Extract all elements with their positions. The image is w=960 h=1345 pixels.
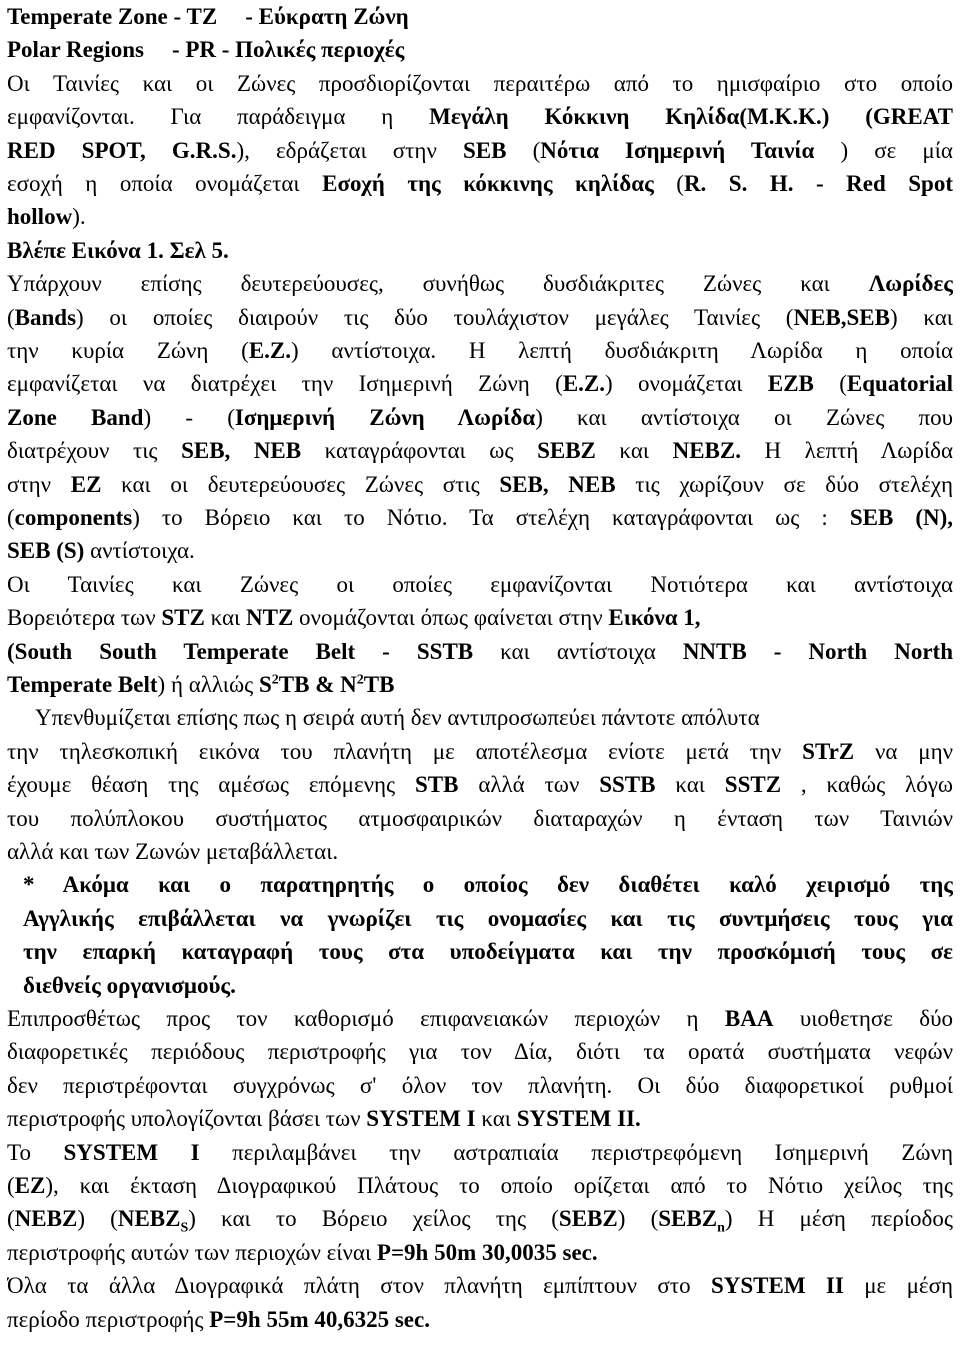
text-line [7,1102,953,1136]
text-run: ) και το Βόρειο χείλος της ( [188,1206,559,1232]
bold-text: SYSTEM II. [516,1106,641,1132]
text-run: περιστροφής αυτών των περιοχών είναι [7,1239,377,1265]
bold-text: Temperate Belt [7,672,158,697]
text-run: αλλά και των Ζωνών μεταβάλλεται. [7,839,339,864]
text-run: διατρέχουν τις [7,438,182,464]
text-run: Υπάρχουν επίσης δευτερεύουσες, συνήθως δυσδιάκριτες Ζώνες και [7,271,869,297]
text-line [7,1303,953,1337]
bold-text: (GREAT [829,104,953,130]
text-run: έχουμε θέαση της αμέσως επόμενης [7,772,415,798]
bold-text: E.Z. [248,338,292,363]
text-run: ) αντίστοιχα. Η λεπτή δυσδιάκριτη Λωρίδα η οποία [291,338,953,363]
text-line [7,735,953,769]
bold-text: * Ακόμα και ο παρατηρητής ο οποίος δεν διαθέτει καλό χειρισμό της [23,872,953,898]
text-run: του πολύπλοκου συστήματος ατμοσφαιρικών διαταραχών η ένταση των Ταινιών [7,805,953,831]
text-run: ( [506,137,541,163]
text-run: ) ( [617,1206,659,1232]
text-run: ( [653,171,684,196]
bold-text: Zone Band [7,404,144,430]
bold-text: NEBZ [14,1206,78,1232]
text-run: ). [72,204,86,230]
text-run: ( [7,1173,15,1198]
text-line [7,635,953,669]
bold-text: SSTZ [724,772,782,798]
text-run: και [204,605,246,631]
bold-text: SEB (S) [7,538,85,564]
bold-text: Βλέπε Εικόνα 1. Σελ 5. [7,237,229,263]
text-line [7,835,953,869]
text-line [7,1035,953,1069]
text-line [7,1202,953,1236]
bold-text: EZ [70,471,102,497]
text-run: ( [7,304,15,330]
text-run: να μην [854,738,953,764]
text-run: ), και έκταση Διογραφικού Πλάτους το οποίο ορίζεται από το Νότιο χείλος της [45,1173,953,1198]
text-line [7,1002,953,1036]
text-run: ( [7,505,15,530]
text-run: Επιπροσθέτως προς τον καθορισμό επιφανειακών περιοχών η [7,1006,725,1031]
bold-text: διεθνείς οργανισμούς. [23,972,236,998]
bold-text: SEBZ [658,1206,718,1232]
text-run: εσοχή η οποία ονομάζεται [7,171,323,196]
text-line [7,668,953,702]
text-run: και [655,772,725,798]
text-line [7,301,953,335]
bold-text: STrZ [802,738,855,764]
text-line [7,534,953,568]
text-run: Βορειότερα των [7,605,162,631]
text-line [7,1269,953,1303]
bold-text: P=9h 50m 30,0035 sec. [376,1239,598,1265]
text-line [7,401,953,435]
text-run: δεν περιστρέφονται συγχρόνως σ' όλον τον πλανήτη. Οι δύο διαφορετικοί ρυθμοί [7,1072,953,1098]
bold-text: Λωρίδες [868,271,953,297]
bold-text: SYSTEM II [710,1273,844,1299]
text-line [7,802,953,836]
bold-text: την επαρκή καταγραφή τους στα υποδείγματα και την προσκόμισή τους σε [23,939,953,965]
bold-text: STZ [161,605,205,631]
text-run: ονομάζονται όπως φαίνεται στην [293,605,609,631]
superscript: 2 [271,672,279,688]
text-run: Υπενθυμίζεται επίσης πως η σειρά αυτή δεν αντιπροσωπεύει πάντοτε απόλυτα [35,705,760,731]
text-line [7,167,953,201]
bold-text: E.Z. [562,371,606,397]
text-run: περιλαμβάνει την αστραπιαία περιστρεφόμενη Ισημερινή Ζώνη [199,1139,953,1165]
text-line [7,1236,953,1270]
text-line [7,1136,953,1170]
bold-text: SSTB [599,772,656,798]
text-line [23,902,953,936]
text-run: ) σε μία [814,137,953,163]
text-run: περίοδο περιστροφής [7,1306,210,1332]
bold-text: Equatorial [846,371,953,397]
bold-text: SYSTEM I [63,1139,200,1165]
text-line [35,701,953,735]
bold-text: components [14,505,133,530]
bold-text: P=9h 55m 40,6325 sec. [209,1306,430,1332]
text-run: ) Η μέση περίοδος [724,1206,953,1232]
text-line [7,33,953,67]
text-run: υιοθετησε δύο [773,1006,953,1031]
bold-text: R. S. H. - Red Spot [683,171,953,196]
bold-text: SEBZ [558,1206,618,1232]
bold-text: NEB,SEB [793,304,890,330]
text-run: με μέση [843,1273,953,1299]
bold-text: NNTB - North North [682,638,953,664]
text-run: ) και [889,304,953,330]
text-line [7,334,953,368]
text-line [7,100,953,134]
bold-text: (South South Temperate Belt - SSTB [7,638,474,664]
bold-text: Μεγάλη Κόκκινη Κηλίδα(Μ.Κ.Κ.) [429,104,830,130]
text-run: ) ονομάζεται [605,371,768,397]
text-run: διαφορετικές περιόδους περιστροφής για τον Δία, διότι τα ορατά συστήματα νεφών [7,1039,953,1065]
text-run: και [475,1106,517,1132]
bold-text: Εσοχή της κόκκινης κηλίδας [322,171,654,196]
text-run: καταγράφονται ως [301,438,538,464]
text-line [7,134,953,168]
text-run: , καθώς λόγω [781,772,953,798]
text-run: τις χωρίζουν σε δύο στελέχη [615,471,953,497]
text-run: αλλά των [458,772,600,798]
bold-text: Bands [14,304,77,330]
text-run: ( [813,371,847,397]
bold-text: BAA [724,1006,774,1031]
text-line [7,234,953,268]
text-run: στην [7,471,71,497]
subscript: n [717,1220,725,1236]
text-line [7,501,953,535]
bold-text: Εικόνα 1, [608,605,701,631]
text-run: εμφανίζεται να διατρέχει την Ισημερινή Ζώνη ( [7,371,563,397]
bold-text: NEBZ. [672,438,741,464]
text-run: και αντίστοιχα [473,638,683,664]
text-run: ) ( [77,1206,118,1232]
text-run: ) οι οποίες διαιρούν τις δύο τουλάχιστον μεγάλες Ταινίες ( [76,304,794,330]
bold-text: - Εύκρατη Ζώνη [245,4,409,29]
text-line [7,768,953,802]
text-line [7,200,953,234]
text-run: ) και αντίστοιχα οι Ζώνες που [535,404,953,430]
text-run: και [595,438,673,464]
bold-text: EZ [14,1173,46,1198]
bold-text: NTZ [246,605,294,631]
text-line [7,1169,953,1203]
text-line [7,601,953,635]
text-run: Το [7,1139,64,1165]
text-line [7,434,953,468]
text-line [7,267,953,301]
bold-text: NEBZ [117,1206,181,1232]
bold-text: TB & N [278,672,357,697]
bold-text: Νότια Ισημερινή Ταινία [540,137,815,163]
bold-text: Ισημερινή Ζώνη Λωρίδα [234,404,536,430]
bold-text: hollow [7,204,73,230]
bold-text: TB [363,672,395,697]
bold-text: Αγγλικής επιβάλλεται να γνωρίζει τις ονομασίες και τις συντμήσεις τους για [23,905,953,931]
text-line [7,367,953,401]
subscript: S [180,1220,189,1236]
text-run: περιστροφής υπολογίζονται βάσει των [7,1106,367,1132]
bold-text: RED SPOT, G.R.S. [7,137,237,163]
text-run: Όλα τα άλλα Διογραφικά πλάτη στον πλανήτη εμπίπτουν στο [7,1273,711,1299]
text-line [23,935,953,969]
bold-text: STB [414,772,459,798]
text-line [23,969,953,1003]
text-run: και οι δευτερεύουσες Ζώνες στις [101,471,500,497]
text-run: Η λεπτή Λωρίδα [740,438,953,464]
text-run: την τηλεσκοπική εικόνα του πλανήτη με αποτέλεσμα ενίοτε μετά την [7,738,803,764]
bold-text: SEB, NEB [499,471,616,497]
text-run: Οι Ταινίες και Ζώνες οι οποίες εμφανίζονται Νοτιότερα και αντίστοιχα [7,571,953,597]
text-run: Οι Ταινίες και οι Ζώνες προσδιορίζονται περαιτέρω από το ημισφαίριο στο οποίο [7,70,953,96]
superscript: 2 [356,672,364,688]
text-run: την κυρία Ζώνη ( [7,338,249,363]
text-run: ) το Βόρειο και το Νότιο. Τα στελέχη καταγράφονται ως : [132,505,850,530]
bold-text: EZB [767,371,814,397]
bold-text: Temperate Zone - TZ [7,4,218,29]
text-run: εμφανίζονται. Για παράδειγμα η [7,104,430,130]
bold-text: SEBZ [537,438,596,464]
text-line [7,468,953,502]
bold-text: SYSTEM I [366,1106,476,1132]
text-line [7,0,953,34]
bold-text: SEB [462,137,507,163]
bold-text: SEB, NEB [181,438,302,464]
text-line [7,1069,953,1103]
text-line [7,67,953,101]
bold-text: S [258,672,272,697]
text-line [7,568,953,602]
text-line [23,868,953,902]
text-run: ) - ( [143,404,235,430]
text-run: ( [7,1206,15,1232]
text-run: ) ή αλλιώς [157,672,259,697]
bold-text: - PR - Πολικές περιοχές [171,37,405,63]
text-run: αντίστοιχα. [84,538,195,564]
bold-text: Polar Regions [7,37,144,63]
bold-text: SEB (N), [849,505,953,530]
text-run: ), εδράζεται στην [236,137,463,163]
